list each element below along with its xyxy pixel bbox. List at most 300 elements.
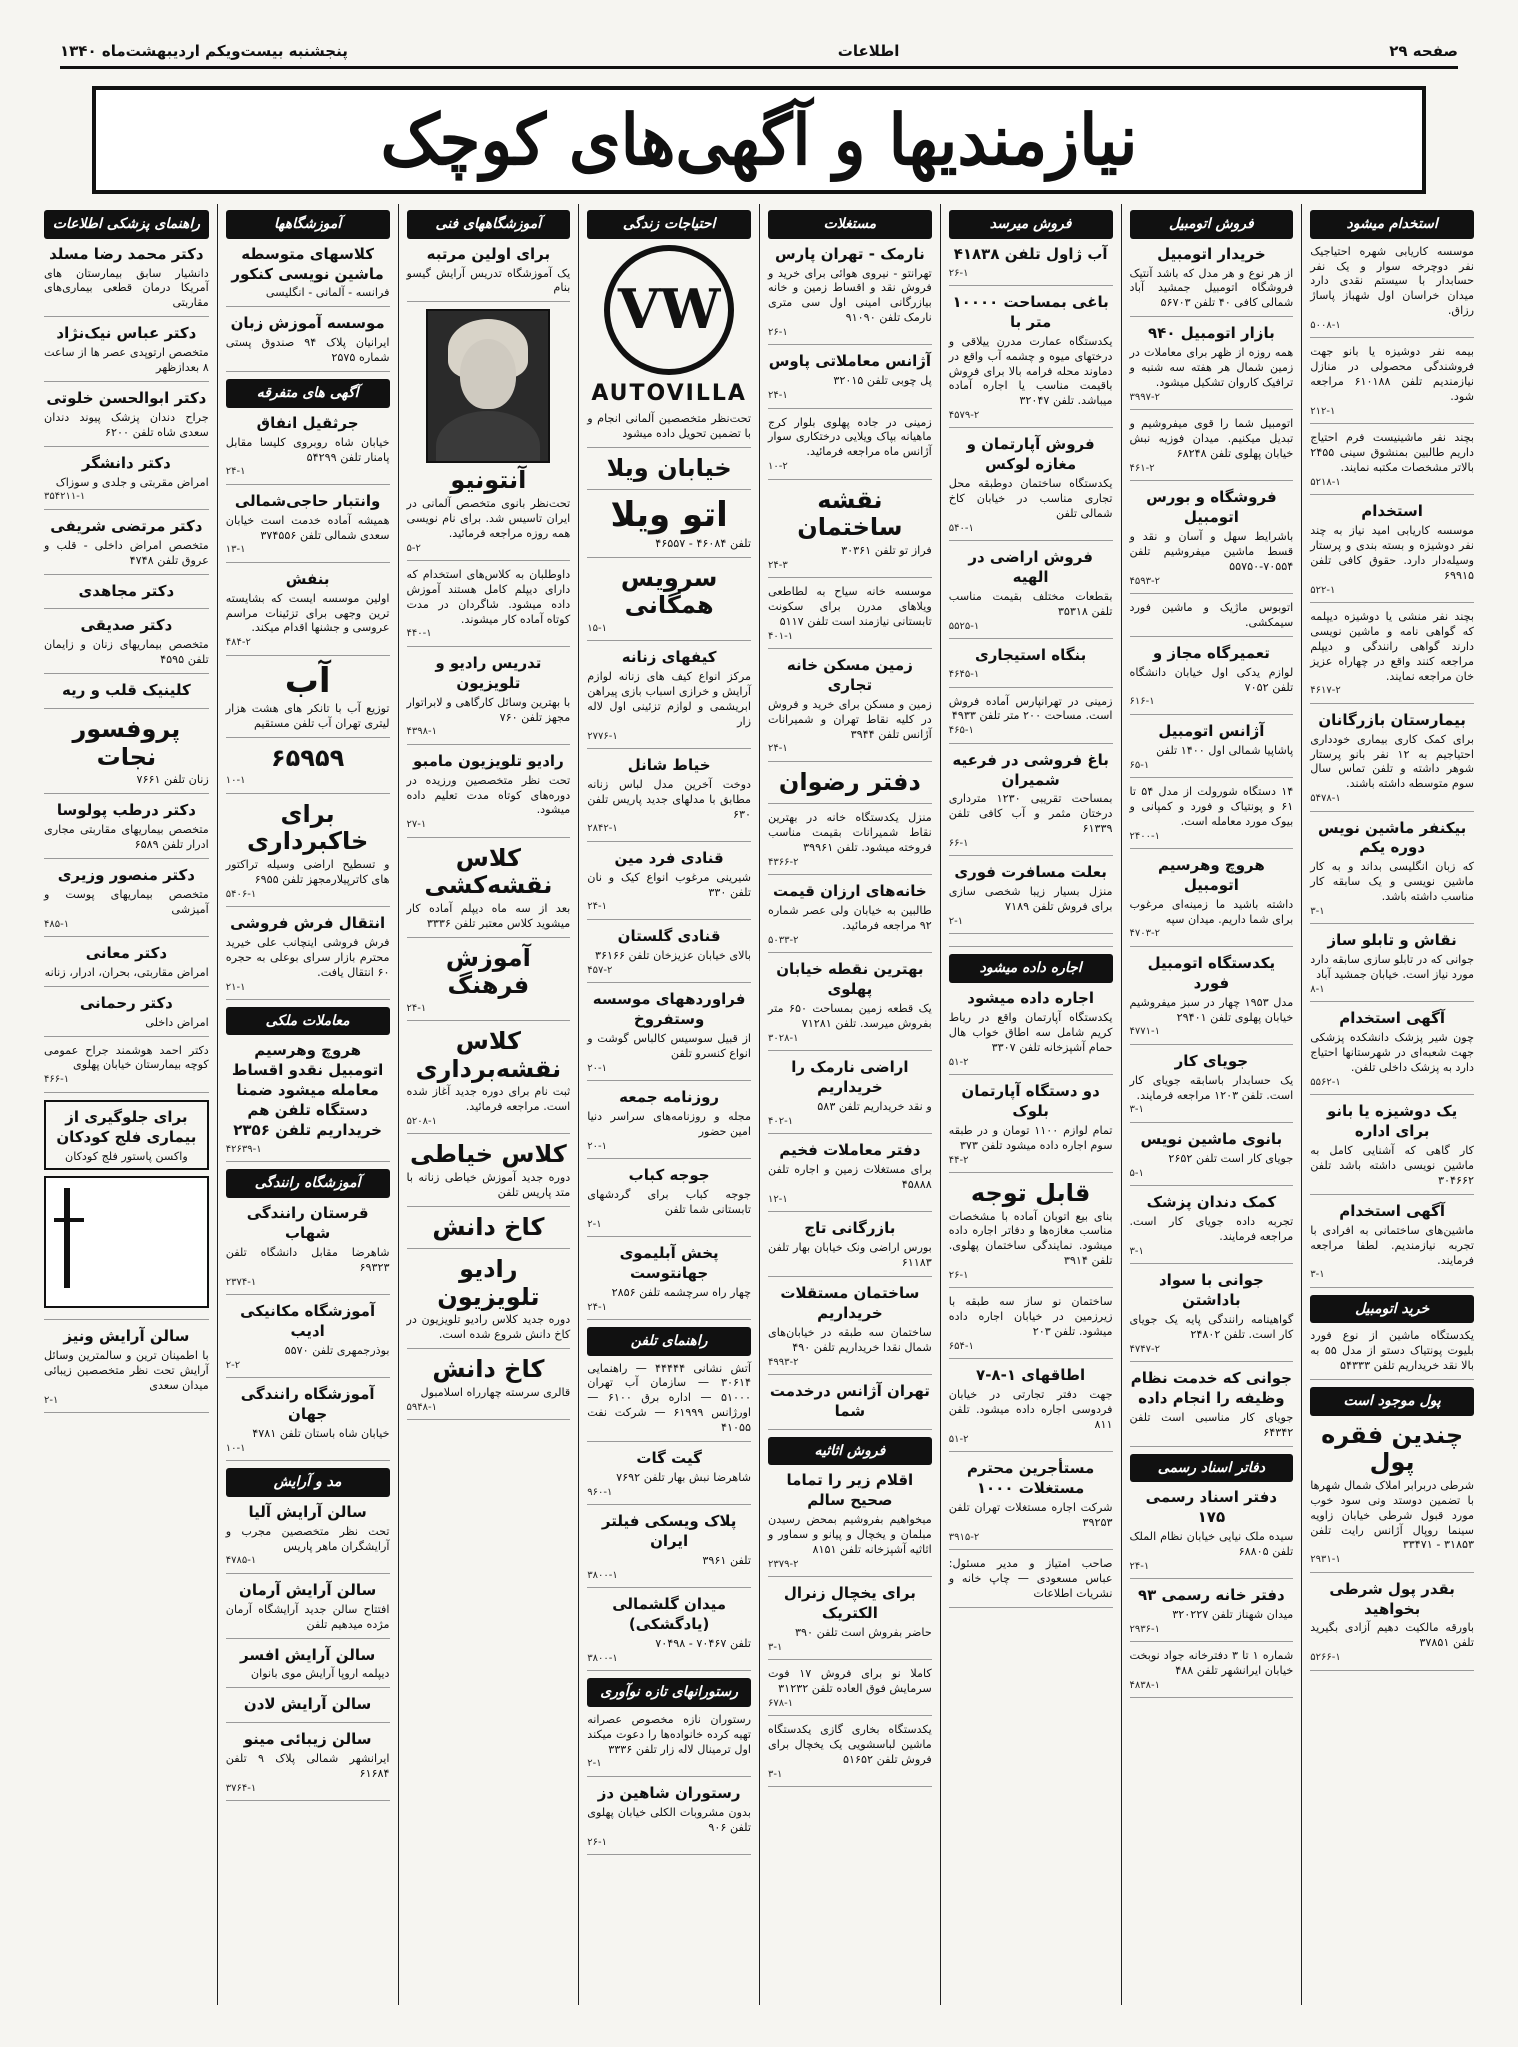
- ad-body: منزل یکدستگاه خانه در بهترین نقاط شمیرانات بقیمت مناسب فروخته میشود. تلفن ۳۹۹۶۱: [768, 811, 932, 855]
- classified-columns: [36, 204, 1482, 2005]
- ad-body: متخصص بیماریهای زنان و زایمان تلفن ۴۵۹۵: [44, 638, 209, 667]
- ad-code: ۲۴-۱: [406, 1002, 427, 1014]
- classified-ad: [768, 882, 932, 953]
- ad-title: ساختمان مستقلات خریداریم: [780, 1284, 920, 1322]
- ad-code: ۴۴۰-۱: [406, 628, 432, 640]
- ad-body: یک قطعه زمین بمساحت ۶۵۰ متر بفروش میرسد. تلفن ۷۱۲۸۱: [768, 1002, 932, 1031]
- classified-ad: [587, 1449, 751, 1505]
- ad-body: شماره ۱ تا ۳ دفترخانه جواد نوبخت خیابان ایرانشهر تلفن ۴۸۸: [1129, 1649, 1294, 1678]
- classified-ad: [587, 1595, 751, 1671]
- ad-title: آژانس معاملاتی پاوس: [768, 352, 932, 371]
- classified-ad: [587, 849, 751, 920]
- ad-code: ۶۷۸-۱: [768, 1698, 794, 1710]
- classified-ad: [1130, 601, 1294, 637]
- ad-body: جوانی که در تابلو سازی سابقه دارد مورد نیاز است. خیابان جمشید آباد: [1310, 953, 1474, 982]
- ad-title: فراوردههای موسسه وستفروخ: [592, 989, 746, 1028]
- ad-code: ۳۰۲۸-۱: [768, 1032, 799, 1044]
- newspaper-name: اطلاعات: [837, 42, 900, 60]
- ad-title: سالن زیبائی مینو: [243, 1730, 372, 1749]
- ad-body: همه روزه از ظهر برای معاملات در زمین شمال هر هفته سه شنبه و ترافیک کاروان تشکیل میشود.: [1129, 346, 1294, 389]
- classified-ad: [407, 1141, 571, 1206]
- ad-code: ۴۶۵-۱: [948, 725, 974, 737]
- ad-code: ۴۶۱۷-۲: [1310, 685, 1341, 697]
- classified-ad: [226, 1581, 390, 1639]
- ad-code: ۲۶-۱: [768, 327, 788, 339]
- ad-body: شاهرضا مقابل دانشگاه تلفن ۶۹۳۲۳: [225, 1245, 390, 1274]
- ad-title: موسسه آموزش زبان: [230, 314, 385, 333]
- ad-body: قالری سرسته چهارراه اسلامبول: [420, 1385, 571, 1399]
- classified-ad: [407, 752, 571, 838]
- ad-code: ۳-۱: [1310, 906, 1325, 918]
- ad-title: یک دوشیزه یا بانو برای اداره: [1326, 1102, 1458, 1141]
- ad-body: زمین و مسکن برای خرید و فروش در کلیه نقاط تهران و شمیرانات آژانس تلفن ۳۹۴۴: [768, 697, 932, 741]
- ad-body: کار گاهی که آشنایی کامل به ماشین نویسی داشته باشد تلفن ۳۰۴۶۶۲: [1310, 1144, 1474, 1187]
- ad-body: دوره جدید آموزش خیاطی زنانه با متد پاریس تلفن: [406, 1170, 571, 1199]
- ad-title: تعمیرگاه مجاز و: [1152, 643, 1270, 662]
- classified-ad: [226, 1695, 390, 1723]
- classified-ad: [768, 1058, 932, 1134]
- ad-title: باغ فروشی در فرعیه شمیران: [952, 750, 1109, 789]
- ad-title: سرویس همگانی: [620, 563, 718, 620]
- section-heading: فروش میرسد: [949, 210, 1113, 239]
- column-5: [578, 204, 759, 2005]
- ad-title: دکتر صدیقی: [80, 616, 173, 635]
- ad-body: بچند نفر ماشینیست فرم احتیاج داریم طالبین بمنشوق سینی ۲۴۵۵ بالاتر مشخصات مکتبه نمایند.: [1310, 431, 1474, 474]
- ad-code: ۲۴-۳: [768, 559, 788, 571]
- classified-ad: [225, 660, 390, 738]
- ad-title: برای جلوگیری از بیماری فلج کودکان: [56, 1107, 197, 1146]
- section-heading: آموزشگاهها: [226, 210, 390, 239]
- classified-ad: [407, 568, 571, 647]
- classified-ad: [226, 570, 390, 656]
- classified-ad: [587, 497, 751, 557]
- ad-body: میدان شهناز تلفن ۳۲۰۲۲۷: [1172, 1608, 1294, 1621]
- ad-title: استخدام: [1361, 502, 1423, 521]
- classified-ad: [407, 245, 571, 303]
- ad-title: آموزشگاه رانندگی جهان: [240, 1385, 375, 1424]
- ad-body: لوازم یدکی اول خیابان دانشگاه تلفن ۷۰۵۲: [1129, 665, 1294, 694]
- ad-body: موسسه خانه سیاح به لطاطعی ویلاهای مدرن برای سکونت تابستانی نیازمند است تلفن ۵۱۱۷: [768, 584, 932, 628]
- brand-name: AUTOVILLA: [591, 380, 747, 406]
- ad-body: فراز تو تلفن ۳۰۳۶۱: [841, 543, 932, 557]
- ad-body: ایرانیان پلاک ۹۴ صندوق پستی شماره ۲۵۷۵: [225, 336, 390, 365]
- ad-title: بانوی ماشین نویس: [1140, 1129, 1283, 1148]
- classified-ad: [1310, 1580, 1474, 1671]
- ad-body: ثبت نام برای دوره جدید آغاز شده است. مراجعه فرمائید.: [406, 1085, 571, 1114]
- ad-title: بعلت مسافرت فوری: [954, 863, 1107, 882]
- ad-title: هروچ وهرسیم اتومبیل: [1157, 855, 1265, 894]
- ad-code: ۲-۱: [587, 1758, 602, 1770]
- ad-body: امراض داخلی: [145, 1015, 209, 1029]
- section-heading: رستورانهای تازه نوآوری: [587, 1678, 751, 1707]
- ad-body: امراض مقاربتی، بحران، ادرار، زنانه: [44, 965, 209, 979]
- column-4: [759, 204, 940, 2005]
- ad-body: برای کمک کاری بیماری خودداری احتیاجیم به ۱۲ نفر بانو پرستار شوهر داشته و تلفن تماس سال سوم متوسطه داشته باشند.: [1310, 732, 1474, 791]
- ad-title: خریدار اتومبیل: [1157, 244, 1266, 263]
- classified-ad: [44, 517, 209, 575]
- ad-title: کیفهای زنانه: [621, 648, 717, 666]
- ad-body: بچند نفر منشی یا دوشیزه دیپلمه که گواهی نامه و ماشین نویسی دارند گواهی رانندگی و دیپلم مراجعه کنند واقع در چهاراه عزیز خان مراجعه نمایند.: [1310, 609, 1474, 683]
- ad-body: توزیع آب با تانکر های هشت هزار لیتری تهران آب تلفن مستقیم: [225, 702, 390, 730]
- ad-code: ۱۰-۱: [225, 775, 246, 787]
- ad-code: ۳-۱: [1129, 1245, 1144, 1257]
- ad-title: نقاش و تابلو ساز: [1327, 931, 1457, 950]
- classified-ad: [407, 1356, 571, 1420]
- ad-title: کمک دندان پزشک: [1146, 1192, 1277, 1211]
- ad-code: ۴۰۱-۱: [768, 630, 794, 642]
- section-heading: خرید اتومبیل: [1310, 1295, 1474, 1324]
- ad-title: زمین مسکن خانه تجاری: [786, 655, 913, 694]
- ad-title: فروش آپارتمان و مغازه لوکس: [966, 435, 1095, 474]
- section-heading: راهنمای تلفن: [587, 1327, 751, 1356]
- column-2: [1121, 204, 1302, 2005]
- classified-ad: [587, 1166, 751, 1237]
- ad-code: ۴۴-۲: [948, 1154, 969, 1166]
- ad-title: دکتر درطب پولوسا: [56, 801, 196, 820]
- ad-code: ۲-۱: [587, 1218, 602, 1230]
- section-heading: فروش اتومبیل: [1130, 210, 1294, 239]
- ad-code: ۴۶۴۵-۱: [948, 669, 980, 681]
- classified-ad: [226, 801, 390, 907]
- section-heading: راهنمای پزشکی اطلاعات: [44, 210, 209, 239]
- ad-body: خیابان شاه روبروی کلیسا مقابل پامنار تلفن ۵۴۲۹۹: [225, 435, 390, 464]
- classified-ad: [1130, 644, 1294, 715]
- ad-body: و تسطیح اراضی وسیله تراکتور های کاترپیلارمجهز تلفن ۶۹۵۵: [225, 857, 390, 886]
- ad-title: میدان گلشمالی (یادگشکی): [612, 1595, 727, 1634]
- ad-title: دکتر ابوالحسن خلوتی: [46, 388, 207, 407]
- ad-title: کاخ دانش: [432, 1212, 545, 1241]
- ad-body: رستوران نازه مخصوص عصرانه تهیه کرده خانواده‌ها را دعوت میکند اول ترمینال لاله زار تلفن ۳۳۳۶: [587, 1712, 751, 1756]
- classified-ad: [768, 1471, 932, 1577]
- ad-body: ۱۴ دستگاه شورولت از مدل ۵۴ تا ۶۱ و پونتیاک و فورد و کمپانی و بیوک مورد معامله است.: [1129, 784, 1294, 828]
- ad-code: ۵۵۲۵-۱: [948, 620, 980, 632]
- classified-ad: [226, 1302, 390, 1378]
- ad-title: دکتر محمد رضا مسلد: [49, 244, 204, 263]
- ad-body: بورس اراضی ونک خیابان بهار تلفن ۶۱۱۸۳: [768, 1241, 932, 1270]
- ad-title: آگهی استخدام: [1339, 1201, 1446, 1220]
- ad-body: جهت دفتر تجارتی در خیابان فردوسی اجاره داده میشود. تلفن ۸۱۱: [948, 1388, 1113, 1432]
- classified-ad: [587, 1088, 751, 1159]
- classified-ad: [226, 492, 390, 563]
- classified-ad: [44, 1044, 209, 1093]
- ad-body: یکدستگاه آپارتمان واقع در رباط کریم شامل سه اطاق خواب هال حمام آشپزخانه تلفن ۳۳۰۷: [948, 1010, 1113, 1054]
- section-heading: احتیاجات زندگی: [587, 210, 751, 239]
- ad-title: کلاس نقشه‌کشی: [424, 843, 553, 900]
- classified-ad: [1130, 1369, 1294, 1447]
- ad-title: رادیو تلویزیون: [437, 1255, 540, 1311]
- ad-code: ۲۳۷۹-۲: [768, 1559, 799, 1570]
- ad-title: قرستان رانندگی شهاب: [246, 1204, 369, 1243]
- classified-ad: [1130, 1130, 1294, 1186]
- ad-code: ۴۲۶۳۹-۱: [225, 1144, 262, 1156]
- ad-title: بیمارستان بازرگانان: [1318, 710, 1466, 729]
- classified-ad: [949, 245, 1113, 286]
- ad-body: بدون مشروبات الکلی خیابان پهلوی تلفن ۹۰۶: [587, 1805, 751, 1834]
- section-heading: آگهی های متفرقه: [226, 379, 390, 408]
- ad-body: برای مستغلات زمین و اجاره تلفن ۴۵۸۸۸: [768, 1163, 932, 1192]
- classified-ad: [1310, 245, 1474, 339]
- classified-ad: [226, 914, 390, 1000]
- ad-title: بهترین نقطه خیابان پهلوی: [776, 960, 924, 999]
- ad-body: تلفن ۷۰۴۶۷ - ۷۰۴۹۸: [655, 1637, 751, 1651]
- classified-ad: [587, 756, 751, 842]
- ad-code: ۲۴-۱: [768, 743, 788, 755]
- ad-body: گواهینامه رانندگی پایه یک جویای کار است. تلفن ۲۴۸۰۲: [1129, 1312, 1294, 1341]
- classified-ad: [226, 414, 390, 485]
- section-heading: فروش اثاثیه: [768, 1437, 932, 1466]
- ad-code: ۱۰-۲: [768, 461, 788, 473]
- ad-body: صاحب امتیاز و مدیر مسئول: عباس مسعودی — چاپ خانه و نشریات اطلاعات: [948, 1557, 1113, 1600]
- ad-title: آب ژاول تلفن ۴۱۸۳۸: [953, 244, 1108, 263]
- ad-code: ۲۰-۱: [587, 1062, 607, 1074]
- classified-ad: [1130, 488, 1294, 594]
- banner-title: نیازمندیها و آگهی‌های کوچک: [380, 99, 1138, 181]
- classified-ad: [44, 245, 209, 318]
- ad-title: هروچ وهرسیم اتومبیل نقدو اقساط معامله میشود ضمنا دستگاه تلفن هم خریداریم تلفن ۲۳۵۶: [231, 1041, 384, 1140]
- ad-title: دفتر اسناد رسمی ۱۷۵: [1145, 1488, 1278, 1527]
- ad-title: سالن آرایش آلیا: [248, 1502, 367, 1521]
- ad-code: ۵۱-۲: [948, 1433, 969, 1445]
- ad-title: باغی بمساحت ۱۰۰۰۰ متر با: [952, 292, 1109, 331]
- ad-body: داوطلبان به کلاس‌های استخدام که دارای دیپلم کامل هستند آموزش داده میشود. شاگردان در مدت کوتاه آماده کار میشوند.: [406, 567, 571, 626]
- issue-date: پنجشنبه بیست‌ویکم اردیبهشت‌ماه ۱۳۴۰: [60, 42, 348, 60]
- classified-ad: [226, 1041, 390, 1162]
- classified-ad: [44, 324, 209, 382]
- ad-body: بوذرجمهری تلفن ۵۵۷۰: [284, 1343, 390, 1357]
- ad-code: ۱۵-۱: [587, 622, 607, 634]
- ad-body: افتتاح سالن جدید آرایشگاه آرمان مژده میدهیم تلفن: [225, 1602, 390, 1631]
- ad-body: دیپلمه اروپا آرایش موی بانوان: [250, 1667, 390, 1681]
- ad-body: جراح دندان پزشک پیوند دندان سعدی شاه تلفن ۶۲۰۰: [44, 410, 209, 439]
- ad-code: ۳۸۰۰-۱: [587, 1652, 618, 1664]
- ad-code: ۱۰-۱: [225, 1442, 246, 1454]
- classified-ad: [407, 1214, 571, 1250]
- ad-title: فروش اراضی در الهیه: [968, 548, 1093, 587]
- classified-ad: [1130, 785, 1294, 849]
- classified-ad: [949, 751, 1113, 857]
- section-heading: آموزشگاههای فنی: [407, 210, 571, 239]
- ad-title: خانه‌های ارزان قیمت: [773, 882, 927, 901]
- classified-ad: [768, 1284, 932, 1375]
- ad-title: سالن آرایش ونیز: [63, 1327, 190, 1346]
- ad-body: متخصص ارتوپدی عصر ها از ساعت ۸ بعدازظهر: [44, 346, 209, 375]
- ad-body: باشرایط سهل و آسان و نقد و قسط ماشین میفروشیم تلفن ۷۰۵۵۴-۵۵۷۵۰: [1129, 529, 1294, 573]
- ad-body: از هر نوع و هر مدل که باشد آنتیک فروشگاه اتومبیل جمشید آباد شمالی کافی ۴۰ تلفن ۵۶۷۰۳: [1129, 266, 1294, 310]
- ad-body: چون شیر پزشک دانشکده پزشکی جهت شعبه‌ای در شهرستانها احتیاج دارد به پزشک داخلی تلفن.: [1310, 1031, 1474, 1075]
- classified-ad: [44, 389, 209, 447]
- classified-ad: [949, 646, 1113, 687]
- ad-title: برای اولین مرتبه: [426, 244, 551, 263]
- ad-title: آنتونیو: [450, 466, 527, 495]
- classified-ad: [949, 1557, 1113, 1608]
- section-heading: استخدام میشود: [1310, 210, 1474, 239]
- ad-title: جویای کار: [1174, 1051, 1249, 1070]
- classified-ad: [949, 1295, 1113, 1359]
- classified-ad: [1130, 722, 1294, 778]
- classified-ad: [949, 548, 1113, 639]
- ad-title: مستأجرین محترم مستغلات ۱۰۰۰: [966, 1459, 1095, 1498]
- ad-title: تهران آژانس درخدمت شما: [769, 1381, 930, 1420]
- ad-body: منزل بسیار زیبا شخصی سازی برای فروش تلفن ۷۱۸۹: [948, 885, 1113, 914]
- ad-title: جوجه کباب: [628, 1165, 710, 1184]
- ad-code: ۳-۱: [1129, 1104, 1144, 1116]
- ad-code: ۴۳۹۸-۱: [406, 726, 437, 738]
- ad-code: ۵۴۰۶-۱: [225, 888, 257, 900]
- section-heading: مستغلات: [768, 210, 932, 239]
- ad-code: ۶۵-۱: [1129, 759, 1150, 771]
- classified-ad: [768, 1141, 932, 1212]
- section-heading: دفاتر اسناد رسمی: [1130, 1454, 1294, 1483]
- ad-title: یکدستگاه اتومبیل فورد: [1147, 953, 1276, 992]
- ad-body: چهار راه سرچشمه تلفن ۲۸۵۶: [611, 1285, 751, 1299]
- ad-code: ۴۵۷۹-۲: [948, 410, 980, 422]
- ad-body: حاضر بفروش است تلفن ۳۹۰: [795, 1626, 932, 1640]
- ad-code: ۶۶-۱: [948, 838, 969, 850]
- illustration-image: [44, 1176, 209, 1308]
- ad-code: ۵-۲: [406, 542, 421, 554]
- ad-title: پلاک ویسکی فیلتر ایران: [601, 1512, 737, 1551]
- ad-title: کلاس نقشه‌برداری: [415, 1027, 562, 1083]
- ad-title: اجاره داده میشود: [967, 989, 1094, 1008]
- ad-title: اقلام زیر را تماما صحیح سالم: [786, 1471, 914, 1510]
- ad-title: دکتر رحمانی: [79, 993, 173, 1012]
- classified-ad: [44, 994, 209, 1037]
- ad-code: ۵۱-۲: [948, 1056, 969, 1068]
- ad-body: با اطمینان ترین و سالمترین وسائل آرایش تحت نظر متخصصین زیبائی میدان سعدی: [44, 1349, 209, 1393]
- ad-title: آموزش فرهنگ: [445, 943, 531, 1000]
- ad-title: دفتر خانه رسمی ۹۳: [1138, 1586, 1285, 1605]
- ad-code: ۵۴۰-۱: [948, 523, 974, 535]
- ad-title: انتقال فرش فروشی: [230, 913, 386, 932]
- ad-body: بالای خیابان عزیزخان تلفن ۳۶۱۶۶: [594, 948, 751, 962]
- ad-code: ۲۴-۱: [587, 901, 607, 913]
- classified-ad: [44, 616, 209, 674]
- ad-title: تدریس رادیو و تلویزیون: [435, 653, 542, 692]
- ad-body: دوره جدید کلاس رادیو تلویزیون در کاخ دانش شروع شده است.: [406, 1313, 571, 1342]
- classified-ad: [44, 681, 209, 709]
- classified-ad: [949, 293, 1113, 429]
- ad-code: ۲۴-۱: [587, 1301, 607, 1313]
- classified-ad: [949, 989, 1113, 1075]
- classified-ad: [949, 1459, 1113, 1550]
- classified-ad: [407, 654, 571, 745]
- ad-code: ۵۲۲-۱: [1310, 584, 1336, 596]
- column-6: [398, 204, 579, 2005]
- ad-title: جوانی با سواد باداشتن: [1158, 1270, 1264, 1309]
- ad-code: ۵-۱: [1129, 1167, 1144, 1179]
- classified-ad: [44, 944, 209, 987]
- classified-ad: [1310, 1202, 1474, 1288]
- classified-ad: [44, 1176, 209, 1320]
- ad-code: ۴۳۶۶-۲: [768, 856, 799, 868]
- ad-body: فرانسه - آلمانی - انگلیسی: [265, 286, 390, 300]
- ad-code: ۵۰۳۳-۲: [768, 934, 799, 946]
- ad-code: ۵۲۰۸-۱: [406, 1116, 437, 1128]
- ad-title: دکتر مجاهدی: [78, 581, 175, 600]
- classified-ad: [1310, 610, 1474, 704]
- classified-ad: [1310, 931, 1474, 1002]
- ad-code: ۴۷۷۱-۱: [1129, 1026, 1160, 1038]
- ad-body: دوخت آخرین مدل لباس زنانه مطابق با مدلهای جدید پاریس تلفن ۶۳۰: [587, 777, 751, 821]
- ad-title: برای یخچال زنرال الکتریک: [783, 1584, 916, 1623]
- ad-title: کلاسهای متوسطه ماشین نویسی کنکور: [231, 244, 384, 283]
- ad-body: اولین موسسه ایست که بشایسته ترین وجهی برای تزئینات مراسم عروسی و جشنها اقدام میکند.: [225, 591, 390, 635]
- ad-title: دکتر دانشگر: [81, 453, 171, 472]
- classified-ad: [768, 1382, 932, 1430]
- ad-code: ۴۵۷-۲: [587, 964, 613, 976]
- ad-title: اطاقهای ۱-۸-۷: [976, 1366, 1086, 1385]
- ad-code: ۲۰-۱: [587, 1140, 607, 1152]
- ad-code: ۴۶۱-۲: [1129, 462, 1155, 474]
- classified-ad: [1130, 1649, 1294, 1698]
- classified-ad: [44, 582, 209, 610]
- ad-body: بقطعات مختلف بقیمت مناسب تلفن ۳۵۳۱۸: [948, 590, 1113, 619]
- ad-title: دفتر رضوان: [778, 767, 921, 796]
- ad-title: چندین فقره پول: [1321, 1420, 1464, 1477]
- ad-title: قنادی گلستان: [617, 926, 721, 945]
- ad-title: پروفسور نجات: [72, 715, 181, 771]
- ad-title: قابل توجه: [970, 1178, 1091, 1207]
- ad-code: ۲۴-۱: [1129, 1560, 1150, 1572]
- ad-body: اتومبیل شما را قوی میفروشیم و تبدیل میکنیم. میدان فوزیه نبش خیابان پهلوی تلفن ۶۸۲۴۸: [1129, 417, 1294, 460]
- classified-ad: [407, 1256, 571, 1349]
- ad-code: ۲-۲: [225, 1359, 241, 1371]
- ad-code: ۱۳-۱: [225, 544, 246, 556]
- ad-body: فرش فروشی اینچانب علی خیرید محترم بازار سرای بوعلی به حجره ۶۰ انتقال یافت.: [225, 935, 390, 979]
- classified-ad: [587, 648, 751, 749]
- ad-body: دکتر احمد هوشمند جراح عمومی کوچه بیمارستان خیابان پهلوی: [44, 1043, 209, 1072]
- ad-body: پل چوبی تلفن ۳۲۰۱۵: [833, 374, 932, 388]
- ad-body: یکدستگاه عمارت مدرن ییلاقی و درختهای میوه و چشمه آب واقع در دماوند محله فرامه بالا برای فروش باقیمت مناسب یا اجاره آماده میباشد. تلفن ۳۲۰۴۷: [948, 334, 1113, 408]
- ad-title: اراضی نارمک را خریداریم: [791, 1058, 909, 1097]
- ad-body: تلفن ۳۹۶۱: [702, 1553, 751, 1567]
- ad-title: دکتر مرتضی شریفی: [50, 516, 203, 535]
- ad-code: ۴۸۴-۲: [225, 637, 251, 649]
- classified-ad: [949, 1082, 1113, 1173]
- ad-body: واکسن پاستور فلج کودکان: [64, 1149, 188, 1163]
- ad-title: آگهی استخدام: [1339, 1009, 1446, 1028]
- classified-ad: [587, 1784, 751, 1855]
- classified-ad: [768, 487, 932, 578]
- ad-body: تحت‌نظر بانوی متخصص آلمانی در ایران تاسیس شد. برای نام نویسی همه روزه مراجعه فرمائید.: [406, 496, 571, 540]
- section-heading: آموزشگاه رانندگی: [226, 1169, 390, 1198]
- classified-ad: [44, 716, 209, 794]
- classified-ad: [407, 1028, 571, 1134]
- ad-body: طالبین به خیابان ولی عصر شماره ۹۲ مراجعه فرمائید.: [768, 904, 932, 933]
- column-3: [940, 204, 1121, 2005]
- ad-code: ۱۲-۱: [768, 1194, 788, 1205]
- ad-code: ۲-۱: [44, 1395, 59, 1407]
- ad-title: خیابان ویلا: [606, 453, 732, 482]
- ad-body: امراض مقربتی و جلدی و سوزاک: [55, 475, 209, 489]
- classified-ad: [1130, 954, 1294, 1045]
- ad-code: ۴۶۶-۱: [44, 1074, 70, 1086]
- ad-code: ۶۱۶-۱: [1129, 696, 1155, 708]
- ad-code: ۳-۱: [768, 1769, 783, 1781]
- ad-body: داشته باشید ما زمینه‌ای مرغوب برای شما داریم. میدان سپه: [1129, 897, 1294, 926]
- classified-ad: [768, 1219, 932, 1277]
- ad-body: باورقه مالکیت دهیم آزادی بگیرید تلفن ۳۷۸۵۱: [1310, 1621, 1474, 1650]
- ad-body: همیشه آماده خدمت است خیابان سعدی شمالی تلفن ۳۷۴۵۵۶: [225, 513, 390, 542]
- ad-code: ۵۴۷۸-۱: [1310, 793, 1341, 805]
- ad-body: بیمه نفر دوشیزه یا بانو جهت فروشندگی محصولی در منازل نیازمندیم تلفن ۶۱۰۱۸۸ مراجعه شود.: [1310, 345, 1474, 404]
- classified-ad: [587, 565, 751, 641]
- section-heading: پول موجود است: [1310, 1387, 1474, 1416]
- ad-code: ۲۱۲-۱: [1310, 405, 1336, 417]
- classified-ad: [407, 945, 571, 1021]
- ad-body: جویای کار مناسبی است تلفن ۶۴۳۴۲: [1129, 1410, 1294, 1439]
- ad-title: دکتر منصور وزیری: [57, 865, 195, 884]
